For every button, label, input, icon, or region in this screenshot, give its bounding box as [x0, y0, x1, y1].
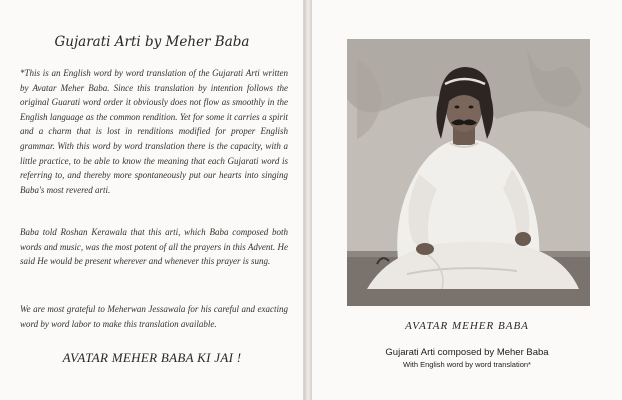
gratitude-paragraph: We are most grateful to Meherwan Jessawala for his careful and exacting word by word labor to make this translation available.: [20, 304, 288, 329]
booklet-subtitle: Gujarati Arti composed by Meher Baba: [385, 347, 549, 358]
intro-paragraph: *This is an English word by word translation of the Gujarati Arti written by Avatar Meher Baba. Since this translation by intention follows the original Guarati word order it obviously does not flow as smoothly in the English language as the common rendition. Yet for some it carries a spirit and a charm that is lost in renditions modified for proper English grammar. With this word by word translation there is the capacity, with a little practice, to be able to know the meaning that each Gujarati word is referring to, and thereby more spontaneously put our hearts into singing Baba's most revered arti.: [20, 68, 288, 195]
roshan-paragraph: Baba told Roshan Kerawala that this arti, which Baba composed both words and music, was the most potent of all the prayers in this Advent. He said He would be present wherever and whenever this prayer is sung.: [20, 227, 288, 267]
left-page: [0, 0, 304, 400]
booklet-subtitle-note: With English word by word translation*: [403, 360, 531, 369]
closing-line: AVATAR MEHER BABA KI JAI !: [62, 350, 242, 365]
book-gutter: [304, 0, 312, 400]
photo-caption: AVATAR MEHER BABA: [405, 320, 529, 332]
portrait-photo: [347, 39, 590, 306]
portrait-illustration: [347, 39, 590, 306]
page-title: Gujarati Arti by Meher Baba: [54, 34, 250, 50]
